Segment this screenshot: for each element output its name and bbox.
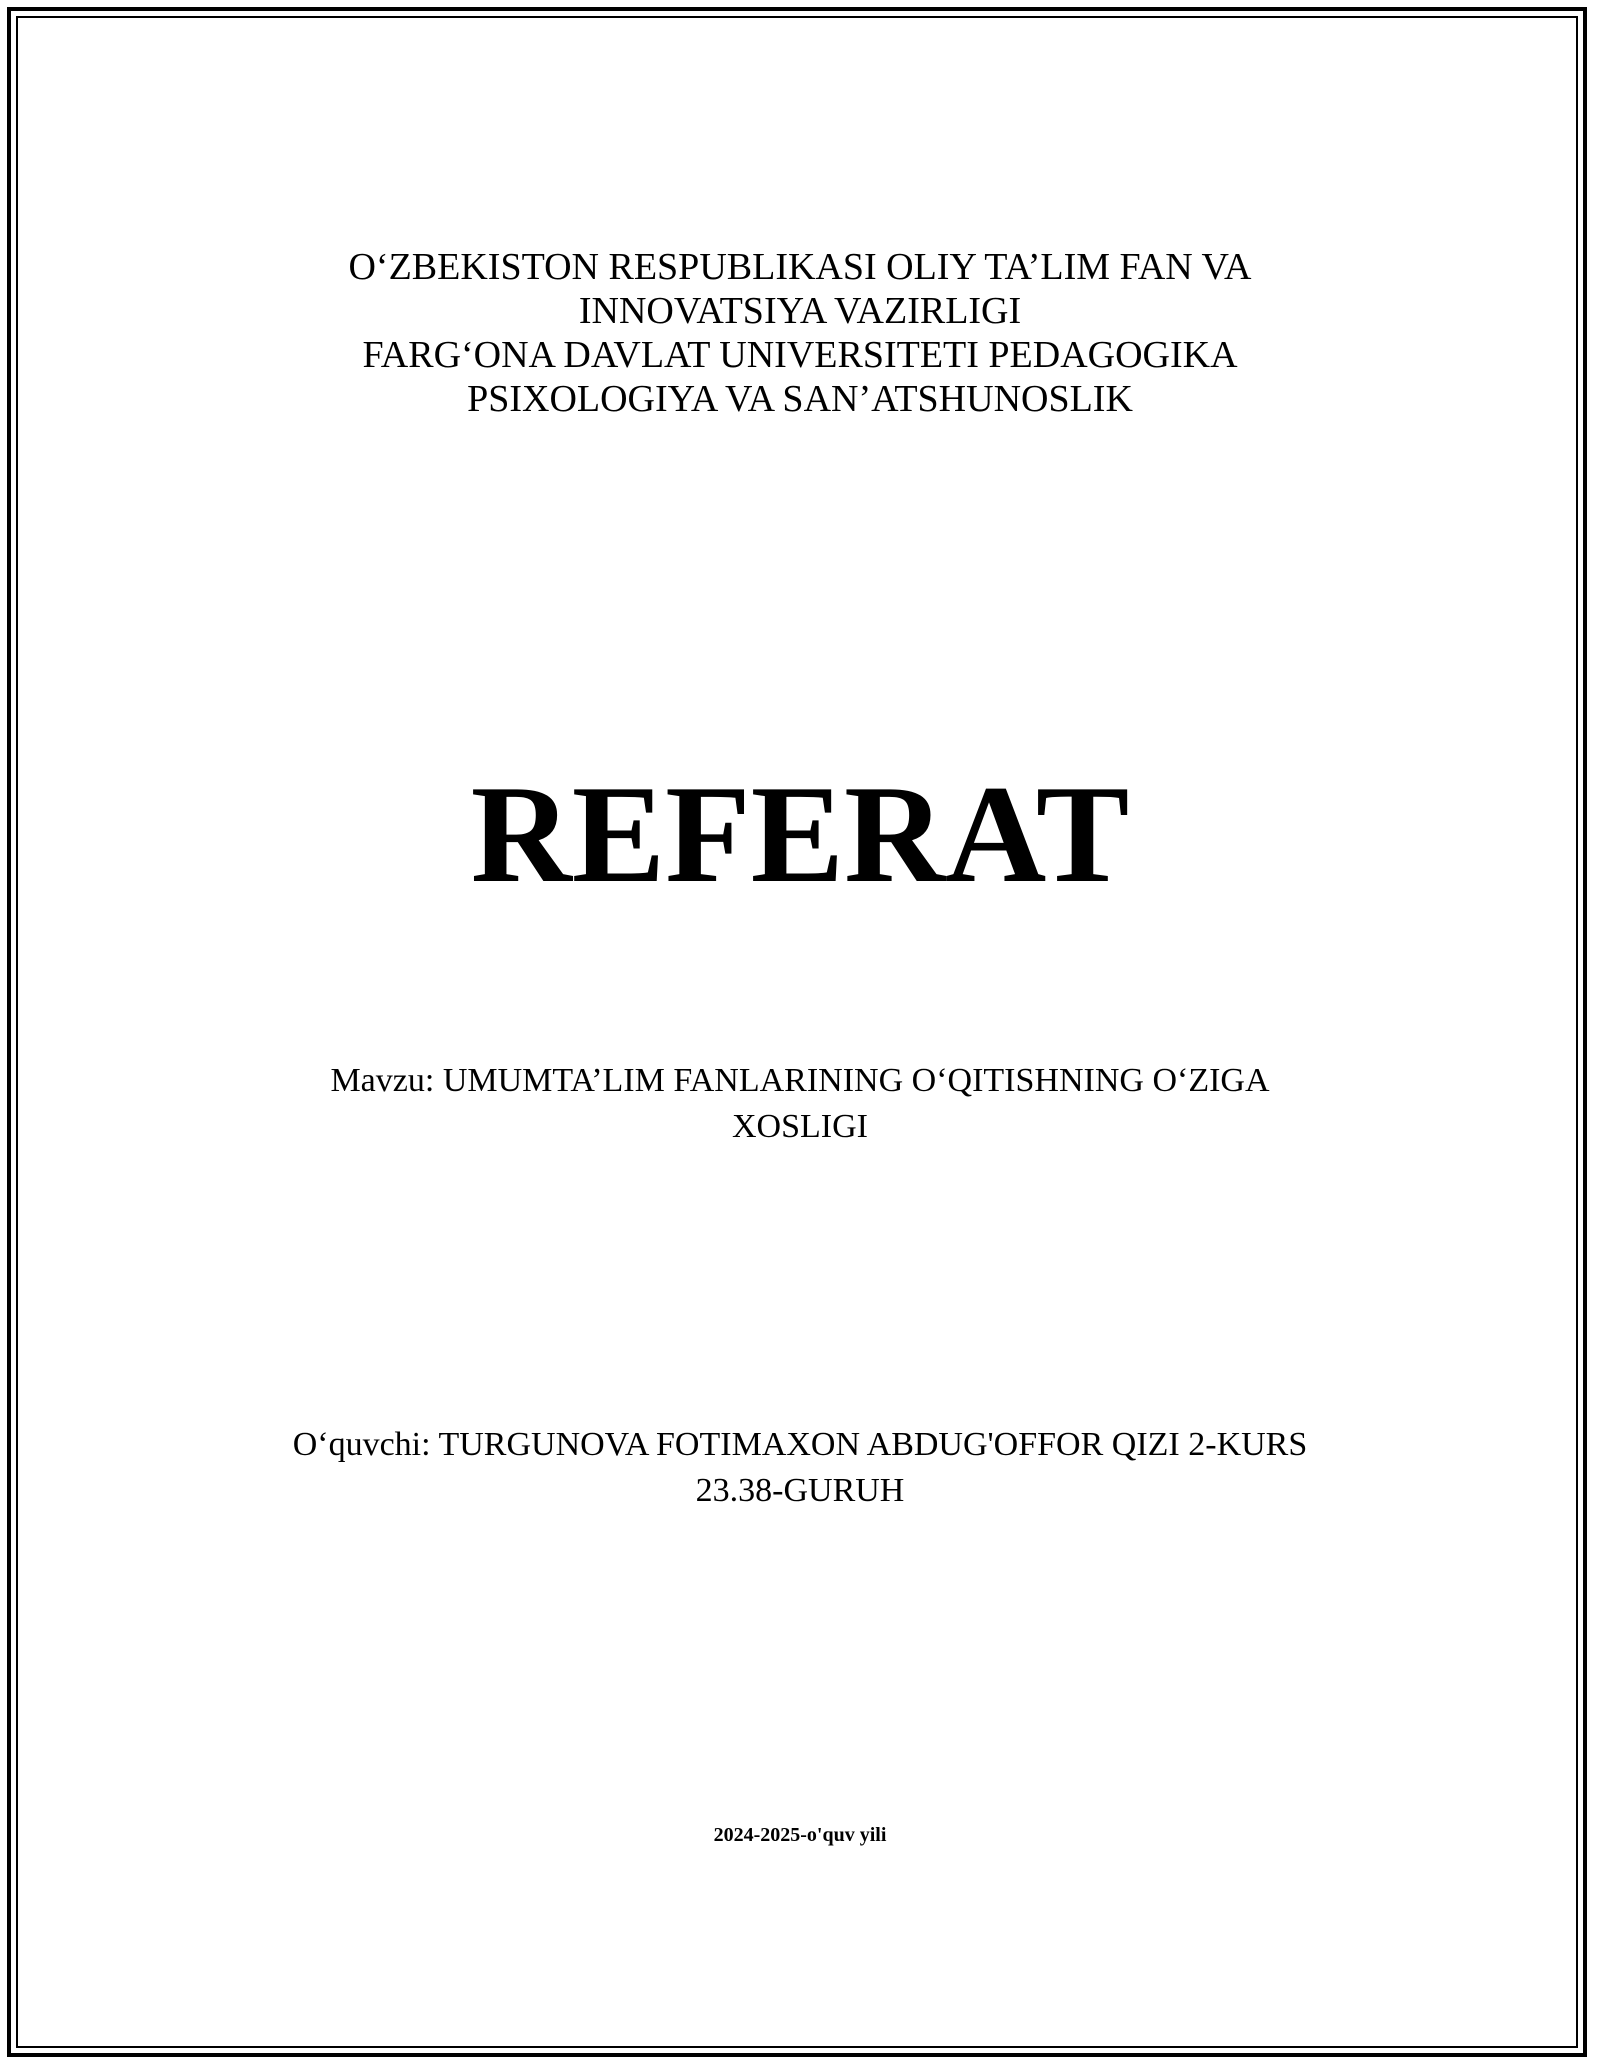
header-line-4: PSIXOLOGIYA VA SAN’ATSHUNOSLIK [467,378,1133,420]
student-line-1: O‘quvchi: TURGUNOVA FOTIMAXON ABDUG'OFFOR QIZI 2-KURS [292,1426,1308,1463]
header-line-2: INNOVATSIYA VAZIRLIGI [578,290,1022,332]
header-line-3: FARG‘ONA DAVLAT UNIVERSITETI PEDAGOGIKA [362,334,1238,376]
student-line-2: 23.38-GURUH [695,1472,905,1509]
institution-header [0,245,1600,421]
topic-line-1: Mavzu: UMUMTA’LIM FANLARINING O‘QITISHNING O‘ZIGA [330,1062,1270,1099]
topic-line-2: XOSLIGI [732,1108,868,1145]
student-section [0,1422,1600,1514]
academic-year: 2024-2025-o'quv yili [713,1824,887,1846]
document-title: REFERAT [470,757,1130,912]
header-line-1: O‘ZBEKISTON RESPUBLIKASI OLIY TA’LIM FAN VA [348,246,1252,288]
topic-section [0,1058,1600,1150]
